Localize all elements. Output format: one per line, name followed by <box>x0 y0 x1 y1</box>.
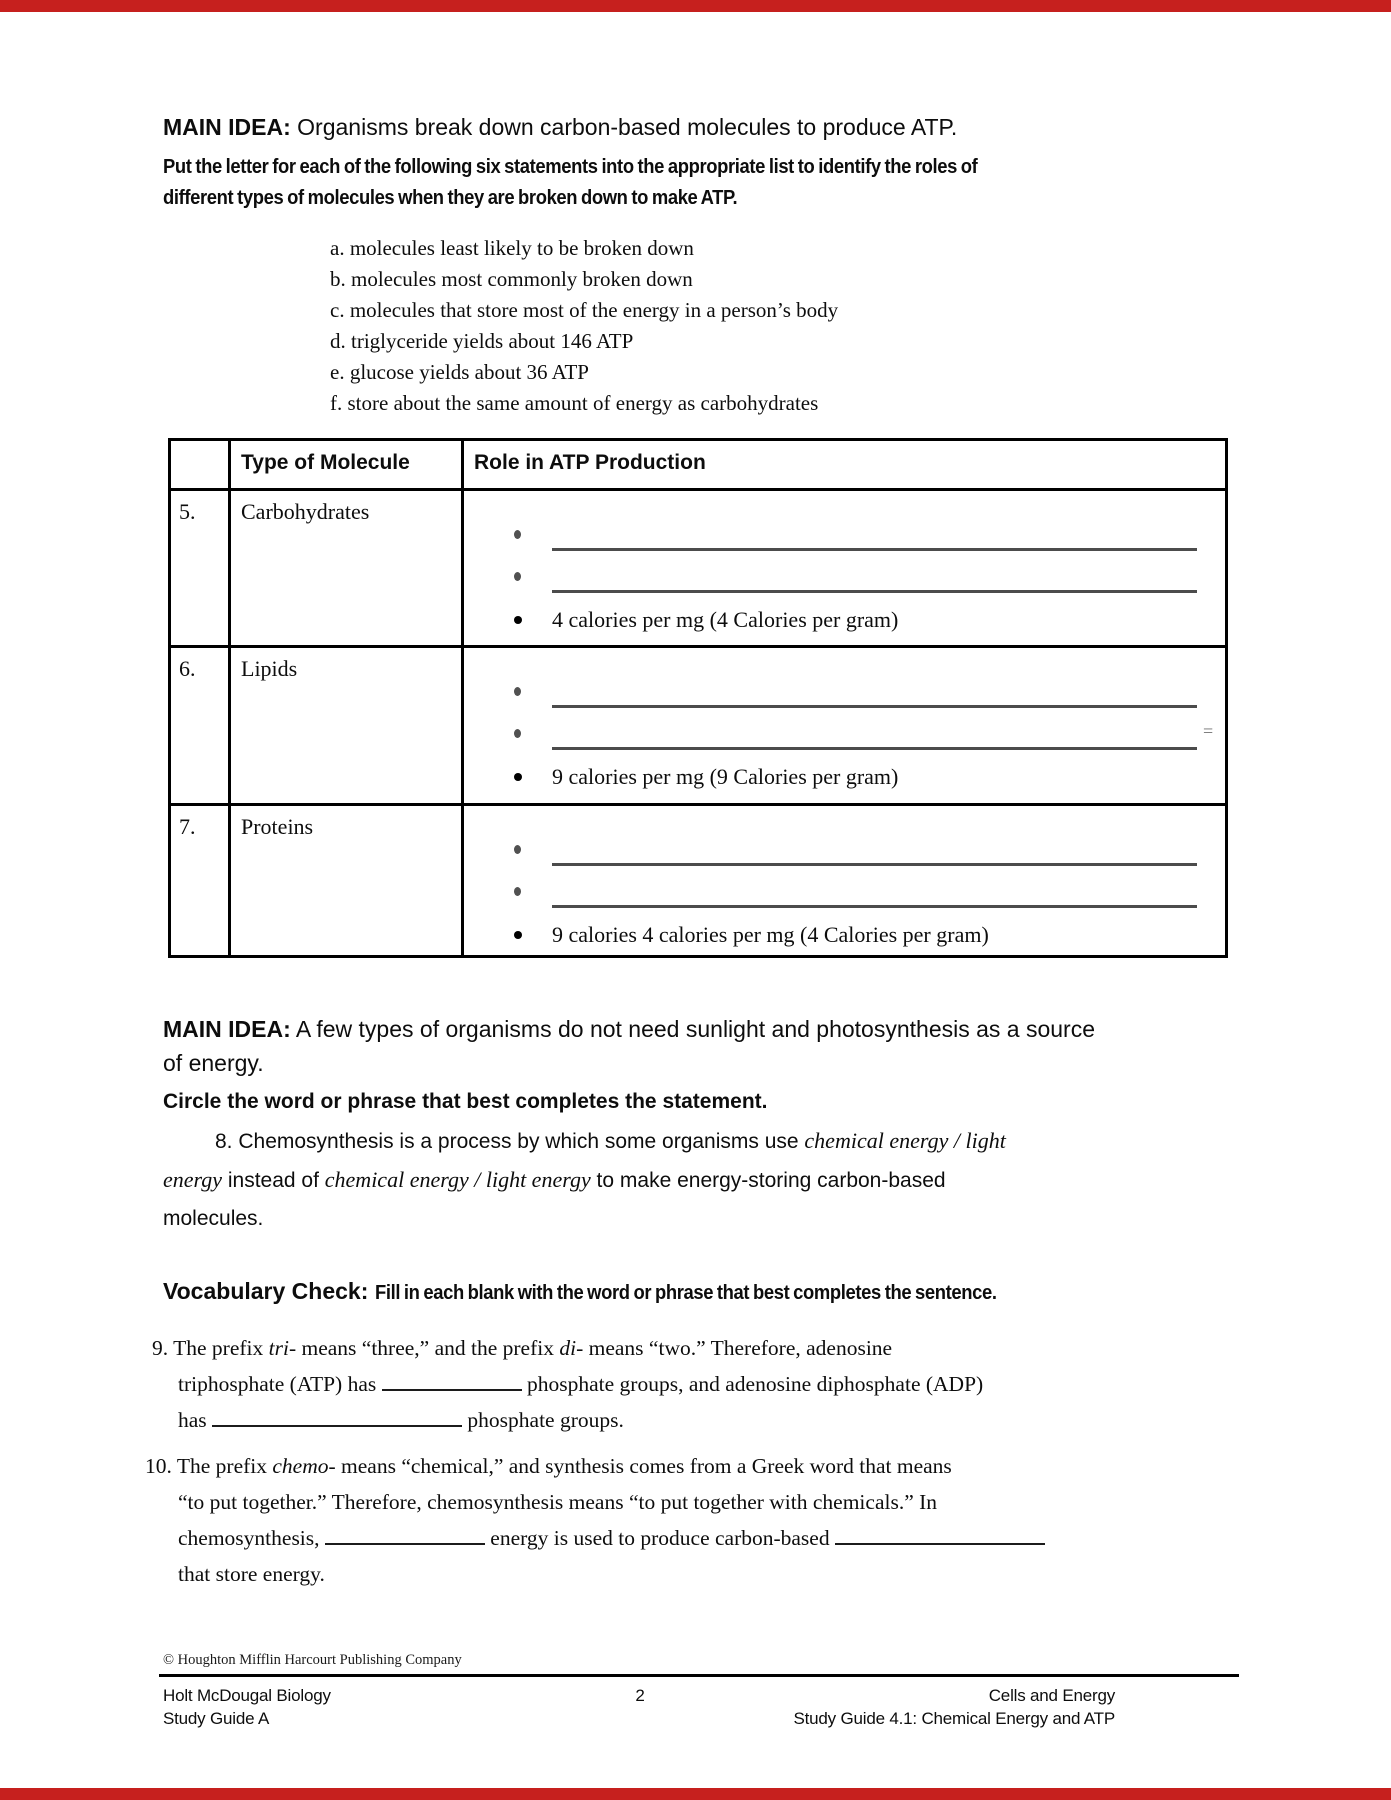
answer-blank <box>552 713 1197 750</box>
bullet-blank-line <box>514 666 1225 708</box>
q9-text: has <box>178 1408 213 1432</box>
header-type-of-molecule: Type of Molecule <box>230 440 463 490</box>
bullet-icon <box>514 845 521 854</box>
footer-left <box>163 1684 331 1730</box>
bullet-icon <box>514 773 522 781</box>
answer-blank <box>552 671 1197 708</box>
row7-number: 7. <box>170 805 230 957</box>
row5-molecule: Carbohydrates <box>230 490 463 647</box>
answer-blank <box>325 1523 485 1545</box>
q8-choice-italic: chemical energy / light energy <box>324 1167 591 1192</box>
bullet-icon <box>514 887 521 896</box>
main-idea-2-label: MAIN IDEA: <box>163 1016 291 1042</box>
q9-text: phosphate groups. <box>462 1408 624 1432</box>
header-role-in-atp: Role in ATP Production <box>463 440 1227 490</box>
equals-mark: = <box>1203 721 1214 741</box>
main-idea-2-text: A few types of organisms do not need sunlight and photosynthesis as a source <box>290 1016 1096 1042</box>
footer-section-title: Study Guide 4.1: Chemical Energy and ATP <box>793 1709 1115 1728</box>
answer-blank <box>552 829 1197 866</box>
calorie-line <box>514 764 1225 790</box>
answer-blank <box>382 1369 522 1391</box>
main-idea-1 <box>163 114 957 141</box>
bullet-blank-line <box>514 708 1225 750</box>
bullet-icon <box>514 530 521 539</box>
statement-a: a. molecules least likely to be broken down <box>330 236 694 260</box>
q8-text: instead of <box>222 1169 325 1192</box>
table-row-proteins <box>170 805 1227 957</box>
answer-blank <box>552 871 1197 908</box>
q9-text: triphosphate (ATP) has <box>178 1372 382 1396</box>
q9-text: phosphate groups, and adenosine diphosphate (ADP) <box>521 1372 984 1396</box>
footer-book-title: Holt McDougal Biology <box>163 1686 331 1705</box>
q10-text: chemosynthesis, <box>178 1526 325 1550</box>
question-10 <box>145 1448 1045 1592</box>
bullet-blank-line <box>514 866 1225 908</box>
copyright-notice: © Houghton Mifflin Harcourt Publishing Company <box>163 1652 462 1668</box>
row6-calorie-text: 9 calories per mg (9 Calories per gram) <box>552 764 899 789</box>
bullet-blank-line <box>514 509 1225 551</box>
q9-prefix-tri: tri- <box>268 1336 297 1360</box>
answer-blank <box>212 1405 462 1427</box>
row5-role-cell <box>463 490 1227 647</box>
vocabulary-check-heading <box>163 1278 1050 1305</box>
letter-instruction-line2: different types of molecules when they are broken down to make ATP. <box>163 187 738 209</box>
row7-molecule: Proteins <box>230 805 463 957</box>
bullet-blank-line <box>514 551 1225 593</box>
row5-number: 5. <box>170 490 230 647</box>
main-idea-2 <box>163 1012 1095 1080</box>
bullet-icon <box>514 931 522 939</box>
q8-text-line3: molecules. <box>163 1207 264 1230</box>
q9-text: 9. The prefix <box>152 1336 269 1360</box>
row7-calorie-text: 9 calories 4 calories per mg (4 Calories per gram) <box>552 922 989 947</box>
answer-blank <box>552 556 1197 593</box>
question-8 <box>163 1122 1006 1238</box>
row6-role-cell <box>463 647 1227 805</box>
calorie-line <box>514 922 1225 948</box>
statement-c: c. molecules that store most of the energy in a person’s body <box>330 298 839 322</box>
statement-f: f. store about the same amount of energy as carbohydrates <box>330 391 819 415</box>
q10-prefix-chemo: chemo- <box>272 1454 336 1478</box>
q10-text: means “chemical,” and synthesis comes from a Greek word that means <box>335 1454 952 1478</box>
question-9 <box>152 1330 983 1438</box>
molecule-table <box>168 438 1228 958</box>
bullet-icon <box>514 616 522 624</box>
row7-role-cell <box>463 805 1227 957</box>
row6-number: 6. <box>170 647 230 805</box>
q8-text: 8. Chemosynthesis is a process by which some organisms use <box>215 1130 805 1153</box>
table-row-lipids <box>170 647 1227 805</box>
main-idea-2-text-line2: of energy. <box>163 1050 264 1076</box>
bottom-red-border <box>0 1788 1391 1800</box>
bullet-icon <box>514 572 521 581</box>
q8-choice-italic: chemical energy / light <box>804 1128 1006 1153</box>
vocabulary-check-text: Fill in each blank with the word or phrase that best completes the sentence. <box>374 1282 997 1304</box>
table-header-row <box>170 440 1227 490</box>
page-number: 2 <box>635 1686 645 1705</box>
calorie-line <box>514 607 1225 633</box>
letter-instruction-line1: Put the letter for each of the following six statements into the appropriate list to identify the roles of <box>163 156 978 178</box>
q10-text-line4: that store energy. <box>178 1562 325 1586</box>
main-idea-1-text: Organisms break down carbon-based molecules to produce ATP. <box>290 114 958 140</box>
statement-e: e. glucose yields about 36 ATP <box>330 360 589 384</box>
bullet-icon <box>514 729 521 738</box>
row6-molecule: Lipids <box>230 647 463 805</box>
q10-text: 10. The prefix <box>145 1454 273 1478</box>
top-red-border <box>0 0 1391 12</box>
q8-text: to make energy-storing carbon-based <box>590 1169 946 1192</box>
statement-list <box>330 233 838 419</box>
q9-prefix-di: di- <box>559 1336 584 1360</box>
footer-right <box>700 1684 1115 1730</box>
q10-text: energy is used to produce carbon-based <box>484 1526 835 1550</box>
q9-text: means “two.” Therefore, adenosine <box>583 1336 893 1360</box>
bullet-icon <box>514 687 521 696</box>
letter-instruction <box>163 152 1391 214</box>
footer-rule <box>159 1674 1239 1677</box>
answer-blank <box>835 1523 1045 1545</box>
q10-text-line2: “to put together.” Therefore, chemosynthesis means “to put together with chemicals.” In <box>178 1490 938 1514</box>
footer-guide-name: Study Guide A <box>163 1709 270 1728</box>
footer-chapter-title: Cells and Energy <box>988 1686 1115 1705</box>
main-idea-1-label: MAIN IDEA: <box>163 114 291 140</box>
statement-d: d. triglyceride yields about 146 ATP <box>330 329 634 353</box>
row5-calorie-text: 4 calories per mg (4 Calories per gram) <box>552 607 899 632</box>
header-empty-cell <box>170 440 230 490</box>
circle-instruction: Circle the word or phrase that best completes the statement. <box>163 1090 768 1113</box>
statement-b: b. molecules most commonly broken down <box>330 267 693 291</box>
q8-choice-italic: energy <box>163 1167 223 1192</box>
vocabulary-check-label: Vocabulary Check: <box>163 1278 369 1304</box>
bullet-blank-line <box>514 824 1225 866</box>
answer-blank <box>552 514 1197 551</box>
q9-text: means “three,” and the prefix <box>296 1336 560 1360</box>
table-row-carbohydrates <box>170 490 1227 647</box>
